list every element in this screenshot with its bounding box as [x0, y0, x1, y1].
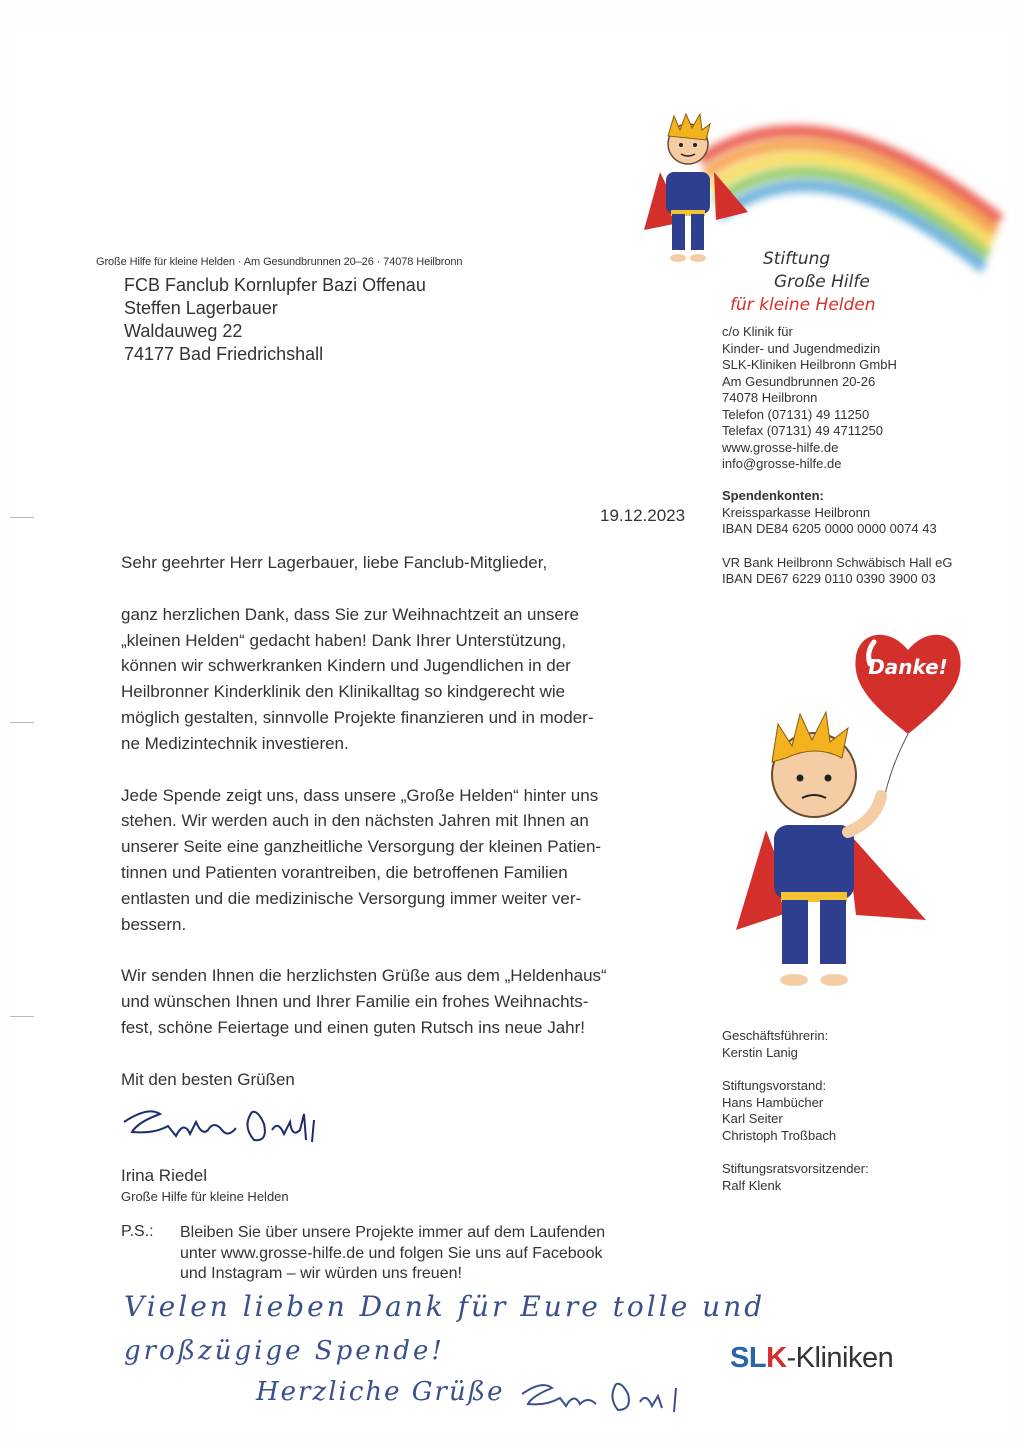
fold-mark [10, 722, 34, 723]
signature [118, 1100, 328, 1150]
ps-line: Bleiben Sie über unsere Projekte immer auf dem Laufenden [180, 1224, 606, 1241]
fold-mark [10, 517, 34, 518]
donation-accounts [722, 488, 953, 588]
letter-date: 19.12.2023 [600, 506, 686, 525]
sidebar-address [722, 324, 897, 473]
text-line: „kleinen Helden“ gedacht haben! Dank Ihrer Unterstützung, [121, 630, 567, 650]
handwritten-signature [516, 1374, 696, 1418]
paragraph [121, 602, 681, 757]
text-line: können wir schwerkranken Kindern und Jugendlichen in der [121, 656, 571, 676]
accounts-heading: Spendenkonten: [722, 488, 824, 503]
address-line: 74078 Heilbronn [722, 390, 818, 405]
address-line: SLK-Kliniken Heilbronn GmbH [722, 357, 897, 372]
recipient-line: Waldauweg 22 [124, 321, 243, 341]
logo-line: Stiftung [763, 249, 831, 269]
ps-label: P.S.: [121, 1223, 154, 1240]
text-line: fest, schöne Feiertage und einen guten Rutsch ins neue Jahr! [121, 1017, 586, 1037]
logo-part: K [766, 1342, 787, 1374]
bank-name: VR Bank Heilbronn Schwäbisch Hall eG [722, 554, 953, 570]
sender-return-address: Große Hilfe für kleine Helden · Am Gesundbrunnen 20–26 · 74078 Heilbronn [96, 256, 463, 268]
text-line: und wünschen Ihnen und Ihrer Familie ein frohes Weihnachts- [121, 992, 589, 1012]
signer-name: Irina Riedel [121, 1166, 207, 1185]
text-line: möglich gestalten, sinnvolle Projekte finanzieren und in moder- [121, 707, 594, 727]
hero-boy-illustration [638, 110, 758, 270]
recipient-line: FCB Fanclub Kornlupfer Bazi Offenau [124, 275, 426, 295]
director-label: Geschäftsführerin: [722, 1028, 829, 1043]
address-line: Am Gesundbrunnen 20-26 [722, 373, 876, 389]
iban: IBAN DE84 6205 0000 0000 0074 43 [722, 521, 937, 536]
council-chair: Ralf Klenk [722, 1177, 782, 1193]
website-link[interactable]: www.grosse-hilfe.de [722, 439, 839, 455]
board-member: Karl Seiter [722, 1111, 783, 1126]
ps-line: unter www.grosse-hilfe.de und folgen Sie uns auf Facebook [180, 1244, 603, 1262]
ps-text [180, 1223, 605, 1285]
fax: Telefax (07131) 49 4711250 [722, 423, 883, 438]
balloon-label: Danke! [868, 655, 948, 679]
text-line: entlasten und die medizinische Versorgung immer weiter ver- [121, 888, 582, 908]
text-line: Heilbronner Kinderklinik den Klinikalltag so kindgerecht wie [121, 682, 566, 702]
board-member: Hans Hambücher [722, 1094, 824, 1110]
text-line: ne Medizintechnik investieren. [121, 733, 349, 753]
fold-mark [10, 1016, 34, 1017]
handwritten-note-line: Herzliche Grüße [256, 1377, 505, 1407]
closing-phrase: Mit den besten Grüßen [121, 1070, 295, 1089]
salutation: Sehr geehrter Herr Lagerbauer, liebe Fanclub-Mitglieder, [121, 553, 548, 572]
letter-body [121, 550, 681, 1067]
recipient-line: Steffen Lagerbauer [124, 298, 278, 318]
text-line: bessern. [121, 914, 187, 934]
email-link[interactable]: info@grosse-hilfe.de [722, 456, 842, 471]
council-label: Stiftungsratsvorsitzender: [722, 1161, 869, 1176]
board-label: Stiftungsvorstand: [722, 1078, 827, 1093]
logo-part: SL [730, 1342, 767, 1374]
logo-part: -Kliniken [786, 1342, 894, 1374]
sidebar-management [722, 1028, 869, 1194]
text-line: tinnen und Patienten vorantreiben, die betroffenen Familien [121, 862, 568, 882]
signer-organization: Große Hilfe für kleine Helden [121, 1189, 289, 1204]
paragraph [121, 783, 681, 938]
director-name: Kerstin Lanig [722, 1044, 798, 1060]
paragraph [121, 963, 681, 1040]
iban: IBAN DE67 6229 0110 0390 3900 03 [722, 571, 936, 586]
recipient-address [124, 274, 426, 366]
handwritten-note-line: Vielen lieben Dank für Eure tolle und [124, 1290, 766, 1323]
logo-line-accent: für kleine Helden [730, 295, 876, 315]
address-line: Kinder- und Jugendmedizin [722, 340, 881, 356]
hero-boy-balloon-illustration [726, 700, 936, 1000]
text-line: stehen. Wir werden auch in den nächsten Jahren mit Ihnen an [121, 811, 589, 831]
phone: Telefon (07131) 49 11250 [722, 406, 870, 422]
address-line: c/o Klinik für [722, 324, 793, 339]
recipient-line: 74177 Bad Friedrichshall [124, 344, 324, 364]
bank-name: Kreissparkasse Heilbronn [722, 504, 871, 520]
text-line: Jede Spende zeigt uns, dass unsere „Große Helden“ hinter uns [121, 785, 599, 805]
text-line: ganz herzlichen Dank, dass Sie zur Weihnachtzeit an unsere [121, 604, 579, 624]
board-member: Christoph Troßbach [722, 1127, 837, 1143]
text-line: unserer Seite eine ganzheitliche Versorgung der kleinen Patien- [121, 837, 602, 857]
text-line: Wir senden Ihnen die herzlichsten Grüße aus dem „Heldenhaus“ [121, 966, 607, 986]
handwritten-note-line: großzügige Spende! [124, 1336, 445, 1366]
logo-line: Große Hilfe [774, 272, 870, 292]
slk-kliniken-logo [730, 1342, 893, 1375]
ps-line: und Instagram – wir würden uns freuen! [180, 1265, 462, 1282]
